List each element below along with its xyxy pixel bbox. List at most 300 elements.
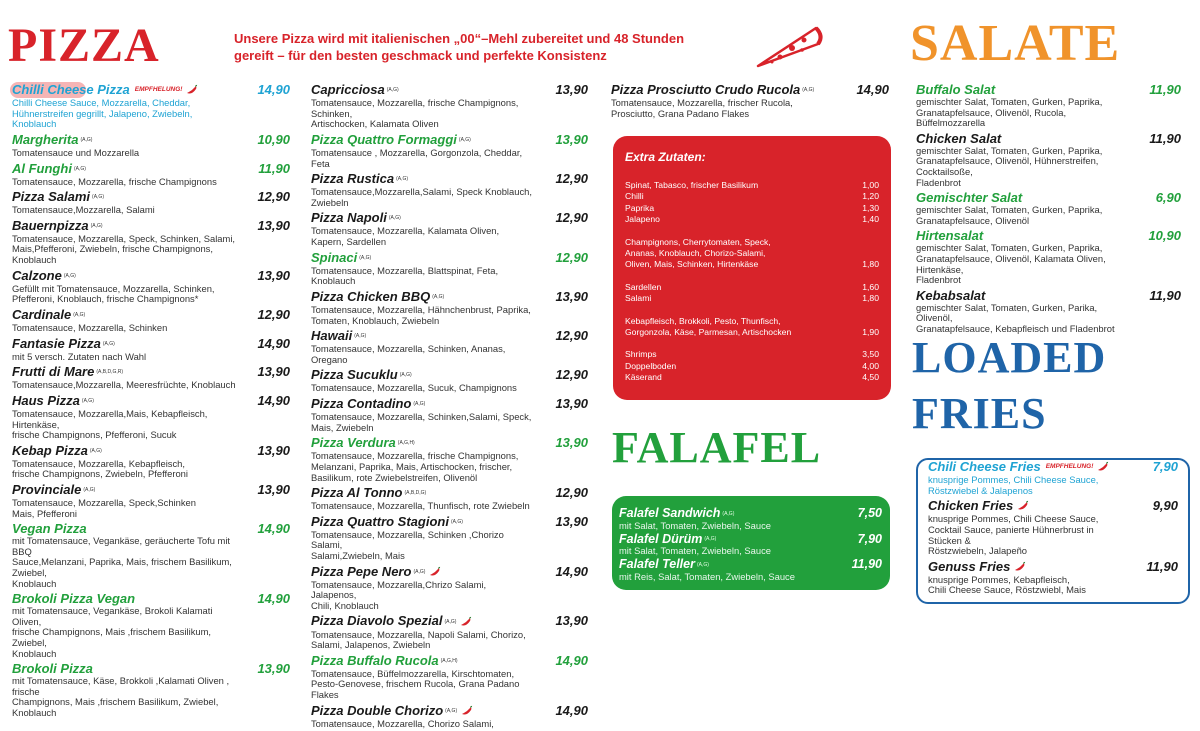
menu-item-price: 7,90 [1152,459,1178,474]
menu-item [12,268,290,305]
menu-item-name: Pizza Salami [12,189,91,205]
loaded-fries-list [928,459,1178,596]
menu-item-price: 13,90 [555,513,588,529]
falafel-item-name-row [619,532,882,547]
extra-topping-price: 1,40 [862,214,879,225]
menu-item-name: Fantasie Pizza [12,335,101,351]
menu-item-name: Pizza Chicken BBQ [311,288,431,304]
menu-item-description: Kapern, Sardellen [311,236,387,247]
menu-item [311,435,588,483]
menu-item-name-row [928,498,1124,514]
extra-topping-name: Käserand [625,372,662,383]
menu-item-description: Tomatensauce, Mozzarella, Schinken,Salami, Speck, [311,411,532,423]
menu-item-name-row [12,268,236,284]
menu-item [12,661,290,718]
extra-topping-row [625,191,879,202]
menu-item [611,82,889,119]
menu-item-name: Chilli Cheese Pizza [12,82,130,97]
menu-item-description: Tomatensauce, Mozzarella,Mais, Kebapfleisch, Hirtenkäse, [12,407,208,430]
allergen-codes: (A,B,D,G,R) [96,369,124,376]
menu-item-name: Pizza Double Chorizo [311,702,444,718]
allergen-codes: (A,G) [90,222,103,229]
menu-item-price: 14,90 [555,563,588,579]
menu-item [12,521,290,589]
allergen-codes: (A,G) [73,311,86,318]
extra-topping-name: Jalapeno [625,214,660,225]
salate-title: SALATE [910,15,1121,72]
menu-item-price: 12,90 [555,210,588,226]
menu-item-description: Tomatensauce, Mozzarella, Schinken [12,321,168,333]
allergen-codes: (A,B,D,G) [404,490,427,497]
menu-item [12,393,290,441]
falafel-item-name: Falafel Dürüm [619,531,703,546]
menu-item-price: 12,90 [555,485,588,501]
menu-item [311,703,588,730]
menu-item-name-row [12,482,236,498]
menu-item [311,396,588,433]
recommendation-badge: EMPFHELUNG! [1045,463,1094,470]
menu-item-price: 9,90 [1152,498,1178,514]
menu-item-name-row [12,307,236,323]
extra-topping-price: 1,60 [862,281,879,292]
menu-item-name-row [311,396,534,412]
menu-item-description: Pfefferoni, Knoblauch, frische Champignons* [12,293,199,305]
menu-item-name: Frutti di Mare [12,364,95,380]
menu-item-name: Chicken Fries [928,498,1014,514]
menu-item [311,250,588,287]
menu-item [916,190,1181,226]
menu-item-name-row [12,218,236,234]
menu-item-name-row [916,190,1127,205]
allergen-codes: (A,G,H) [440,657,458,664]
extra-topping-row [625,361,879,372]
menu-item-name-row [916,288,1127,303]
menu-item-name: Pizza Al Tonno [311,485,403,501]
menu-item-name: Spinaci [311,249,358,265]
allergen-codes: (A,G) [399,372,412,379]
menu-item-description: Sauce,Melanzani, Paprika, Mais, frischem Basilikum, Zwiebel, [12,556,232,578]
falafel-item-price: 7,90 [857,531,882,546]
menu-item-name: Al Funghi [12,160,72,176]
allergen-codes: (A,G) [89,447,102,454]
menu-item-description: Hühnerstreifen gegrillt, Jalapeno, Zwiebeln, Knoblauch [12,107,193,130]
menu-item [928,559,1178,596]
allergen-codes: (A,G) [83,487,96,494]
extra-topping-name: Doppelboden [625,360,677,371]
menu-item-price: 13,90 [257,442,290,458]
menu-item-price: 14,90 [257,591,290,607]
extra-topping-name: Sardellen [625,281,662,292]
extra-toppings-group [625,237,879,271]
extra-toppings-list [625,180,879,384]
allergen-codes: (A,G) [386,87,399,94]
menu-item-description: Fladenbrot [916,274,961,286]
menu-item [12,161,290,188]
menu-item-name: Capricciosa [311,82,385,97]
falafel-item-description: mit Reis, Salat, Tomaten, Zwiebeln, Sauce [619,571,795,583]
allergen-codes: (A,G) [413,401,426,408]
menu-item-name: Pizza Sucuklu [311,367,398,383]
menu-item-name-row [311,82,534,98]
menu-item-name: Brokoli Pizza [12,661,93,677]
menu-item [12,364,290,391]
menu-item-name-row [311,435,534,451]
menu-item-name: Pizza Napoli [311,210,387,226]
menu-item-description: Chilli Cheese Sauce, Mozzarella, Cheddar, [12,97,191,109]
menu-item-description: Mais,Pfefferoni, Zwiebeln, frische Champignons, Knoblauch [12,243,213,266]
menu-item-name: Chili Cheese Fries [928,459,1041,474]
menu-item-price: 12,90 [555,249,588,265]
menu-item-description: Salami,Zwiebeln, Mais [311,550,405,561]
menu-item-name: Pizza Contadino [311,396,412,411]
menu-item-description: Pesto-Genovese, frischem Rucola, Grana Padano Flakes [311,678,520,700]
tagline-line-1: Unsere Pizza wird mit italienischen „00“–Mehl zubereitet und 48 Stunden [234,31,685,46]
tagline [234,30,754,64]
menu-item-name: Pizza Diavolo Spezial [311,613,443,629]
menu-item-description: Tomatensauce, Mozzarella, Napoli Salami, Chorizo, [311,628,526,640]
menu-item-description: Gefüllt mit Tomatensauce, Mozzarella, Schinken, [12,282,215,294]
menu-item-name: Chicken Salat [916,130,1002,146]
menu-item-price: 10,90 [1148,228,1181,244]
menu-item [311,613,588,650]
extra-toppings-group [625,316,879,339]
falafel-list [619,506,882,582]
menu-item-description: Tomatensauce , Mozzarella, Gorgonzola, Cheddar, Feta [311,146,523,169]
menu-item-description: Tomatensauce,Mozzarella, Meeresfrüchte, Knoblauch [12,379,236,391]
allergen-codes: (A,G,H) [397,440,415,447]
menu-item [311,328,588,365]
menu-item [311,132,588,169]
extra-topping-row [625,237,879,248]
menu-item-description: Tomatensauce, Mozzarella, frische Champignons, Schinken, [311,97,519,119]
menu-item-description: Tomatensauce, Büffelmozzarella, Kirschtomaten, [311,667,515,679]
menu-item-price: 13,90 [555,82,588,97]
menu-item-name-row [916,228,1127,243]
menu-item [311,564,588,612]
extra-topping-row [625,349,879,360]
menu-item-name-row [12,336,236,352]
menu-item [12,307,290,334]
menu-item-name-row [12,393,236,409]
menu-item-description: Tomatensauce, Mozzarella, Kebapfleisch, [12,457,186,469]
falafel-box [612,496,890,590]
menu-item-description: Röstzwiebel & Jalapenos [928,484,1033,496]
menu-item-name-row [12,591,236,606]
menu-item [916,131,1181,188]
menu-item-name: Calzone [12,267,62,283]
menu-item-description: mit Tomatensauce, Käse, Brokkoli ,Kalamati Oliven , frische [12,675,230,697]
extra-topping-row [625,293,879,304]
allergen-codes: (A,G) [704,536,717,543]
allergen-codes: (A,G) [63,272,76,279]
menu-item-price: 13,90 [257,267,290,283]
extra-topping-price: 3,50 [862,349,879,360]
menu-item-description: Röstzwiebeln, Jalapeño [928,545,1028,557]
extra-topping-price: 1,90 [862,327,879,338]
menu-item-price: 11,90 [1146,558,1178,574]
falafel-item-name-row [619,557,882,572]
menu-item-name: Haus Pizza [12,392,80,408]
falafel-item-price: 11,90 [851,557,882,572]
menu-item-name-row [12,82,236,98]
menu-item-price: 14,90 [257,392,290,408]
menu-item-description: gemischter Salat, Tomaten, Gurken, Paprika, [916,204,1103,216]
recommendation-badge: EMPFHELUNG! [134,86,183,93]
menu-item-description: Granatapfelsauce, Olivenöl, Hühnerstreifen, Cocktailsoße, [916,155,1099,177]
extra-topping-row [625,214,879,225]
menu-item-description: gemischter Salat, Tomaten, Gurken, Parika, Olivenöl, [916,301,1098,324]
menu-item [311,367,588,394]
menu-item-name-row [311,328,534,344]
allergen-codes: (A,G) [445,707,458,714]
menu-item-name-row [928,459,1124,475]
menu-item-name-row [916,131,1127,146]
menu-item [916,288,1181,335]
chili-pepper-icon [461,704,473,719]
menu-item-price: 14,90 [856,82,889,97]
menu-item [12,336,290,363]
menu-item-description: Tomatensauce, Mozzarella, Thunfisch, rote Zwiebeln [311,500,530,512]
menu-item-name-row [12,161,236,177]
menu-item-name-row [311,514,534,530]
allergen-codes: (A,G) [396,176,409,183]
extra-topping-name: Spinat, Tabasco, frischer Basilikum [625,180,759,190]
allergen-codes: (A,G) [458,136,471,143]
pizza-column-2 [311,82,588,731]
extra-toppings-group [625,180,879,226]
menu-item-description: Tomatensauce und Mozzarella [12,146,140,158]
extra-topping-row [625,203,879,214]
menu-item-description: Granatapfelsauce, Olivenöl, Rucola, Büffelmozzarella [916,106,1067,129]
menu-item [311,485,588,512]
allergen-codes: (A,G) [444,618,457,625]
menu-item [12,482,290,519]
menu-item-description: Tomatensauce,Mozzarella, Salami [12,204,155,216]
falafel-item [619,557,882,582]
extra-topping-price: 1,00 [862,180,879,190]
menu-item-description: Tomatensauce, Mozzarella, frische Champignons [12,175,217,187]
menu-item-name: Kebabsalat [916,287,986,303]
menu-item-description: Cocktail Sauce, panierte Hühnerbrust in Stücken & [928,523,1094,546]
menu-item-price: 11,90 [258,160,290,176]
menu-item-price: 11,90 [1149,130,1181,146]
extra-topping-price [839,316,879,327]
menu-item-description: Mais, Zwiebeln [311,421,374,433]
pizza-title: PIZZA [8,19,160,72]
menu-item-price: 12,90 [555,171,588,187]
menu-item-price: 12,90 [555,328,588,344]
extra-toppings-title: Extra Zutaten: [625,150,706,164]
menu-item-name-row [311,289,534,305]
menu-item [311,171,588,208]
menu-item-name: Vegan Pizza [12,521,87,537]
salate-column [916,82,1181,337]
extra-topping-price [839,248,879,259]
allergen-codes: (A,G) [73,165,86,172]
menu-item-price: 13,90 [555,613,588,629]
allergen-codes: (A,G) [92,194,104,201]
allergen-codes: (A,G) [102,340,115,347]
menu-item-description: Tomatensauce, Mozzarella, Sucuk, Champignons [311,382,517,394]
falafel-item-name: Falafel Sandwich [619,506,721,520]
menu-item-price: 13,90 [555,435,588,451]
extra-topping-name: Salami [625,293,652,304]
extra-toppings-group [625,349,879,383]
menu-item-description: Tomatensauce, Mozzarella, Speck,Schinken [12,497,196,509]
menu-item-name: Margherita [12,131,79,147]
allergen-codes: (A,G) [696,562,709,569]
menu-item-price: 13,90 [555,396,588,411]
menu-item-name-row [928,559,1124,575]
menu-item-price: 13,90 [257,661,290,677]
fries-title-line-1: LOADED [912,333,1107,382]
allergen-codes: (A,G) [354,333,367,340]
menu-item-description: gemischter Salat, Tomaten, Gurken, Paprika, [916,144,1103,156]
menu-item [311,210,588,247]
menu-item-description: Chili Cheese Sauce, Röstzwiebl, Mais [928,584,1086,596]
menu-item [916,228,1181,285]
menu-item-name: Provinciale [12,481,82,497]
menu-item [12,218,290,266]
extra-topping-name: Chilli [625,191,644,202]
menu-item-description: frische Champignons, Pfefferoni, Sucuk [12,429,177,441]
menu-item-name-row [311,653,534,669]
allergen-codes: (A,G) [80,136,93,143]
menu-item-description: Prosciutto, Grana Padano Flakes [611,107,750,119]
menu-item-description: gemischter Salat, Tomaten, Gurken, Paprika, [916,242,1103,254]
menu-item-name-row [12,364,236,380]
menu-item-name: Brokoli Pizza Vegan [12,591,136,607]
extra-topping-row [625,316,879,327]
menu-item [311,653,588,701]
chili-pepper-icon [429,565,441,580]
menu-item-description: mit Tomatensauce, Vegankäse, Brokoli Kalamati Oliven, [12,605,213,627]
allergen-codes: (A,G) [722,510,735,517]
menu-item [311,289,588,326]
menu-item [928,459,1178,496]
menu-item-price: 14,90 [555,652,588,668]
menu-item-description: Salami, Jalapenos, Zwiebeln [311,639,431,651]
menu-item-name: Hawaii [311,328,353,344]
menu-item-name-row [12,661,236,676]
chili-pepper-icon [460,615,472,630]
menu-item-name: Bauernpizza [12,217,89,233]
extra-topping-name: Champignons, Cherrytomaten, Speck, [625,236,771,247]
extra-topping-row [625,248,879,259]
menu-item-name: Hirtensalat [916,228,984,244]
extra-topping-row [625,180,879,191]
menu-item-name-row [311,210,534,226]
menu-item-description: frische Champignons, Zwiebeln, Pfefferoni [12,468,188,480]
menu-item-description: mit 5 versch. Zutaten nach Wahl [12,350,147,362]
menu-item-price: 13,90 [555,131,588,147]
menu-item-description: Champignons, Mais ,frischem Basilikum, Zwiebel, Knoblauch [12,696,219,718]
chili-pepper-icon [1097,460,1109,475]
extra-topping-name: Paprika [625,202,655,213]
menu-item-name: Pizza Verdura [311,435,396,451]
extra-topping-row [625,282,879,293]
chili-pepper-icon [186,83,198,98]
menu-item-description: Knoblauch [12,577,57,589]
menu-item [12,82,290,130]
menu-item-price: 13,90 [257,364,290,380]
tagline-line-2: gereift – für den besten geschmack und perfekte Konsistenz [234,48,607,63]
extra-topping-price: 4,00 [862,360,879,371]
menu-item-price: 14,90 [257,335,290,351]
falafel-item-description: mit Salat, Tomaten, Zwiebeln, Sauce [619,519,771,531]
menu-item [311,82,588,130]
allergen-codes: (A,G) [359,254,372,261]
menu-item-description: gemischter Salat, Tomaten, Gurken, Paprika, [916,96,1103,107]
menu-item-name-row [311,367,534,383]
extra-topping-name: Gorgonzola, Käse, Parmesan, Artischocken [625,327,792,338]
menu-item-name-row [12,189,236,205]
menu-item-description: Tomatensauce,Mozzarella,Salami, Speck Knoblauch, Zwiebeln [311,186,532,208]
pizza-column-3 [611,82,889,121]
menu-item-description: Tomatensauce, Mozzarella, Speck, Schinken, Salami, [12,232,236,244]
menu-item-description: Chili, Knoblauch [311,599,379,611]
menu-item-name-row [311,250,534,266]
menu-item-description: Basilikum, rote Zwiebelstreifen, Olivenöl [311,471,478,483]
menu-item-price: 11,90 [1149,287,1181,303]
falafel-item-price: 7,50 [857,506,882,520]
menu-item-name: Cardinale [12,306,72,322]
menu-item-description: Tomaten, Knoblauch, Zwiebeln [311,314,440,326]
menu-item-price: 14,90 [257,82,290,97]
extra-topping-price: 1,80 [862,293,879,304]
allergen-codes: (A,G) [81,397,94,404]
menu-item-price: 10,90 [257,131,290,147]
menu-item-name-row [311,171,534,187]
menu-item-description: knusprige Pommes, Kebapfleisch, [928,573,1070,585]
falafel-item-description: mit Salat, Tomaten, Zwiebeln, Sauce [619,545,771,557]
menu-item-description: Granatapfelsauce, Olivenöl, Kalamata Oliven, Hirtenkäse, [916,252,1106,275]
extra-topping-row [625,259,879,270]
menu-item [916,82,1181,129]
menu-item-price: 13,90 [555,288,588,304]
chili-pepper-icon [1017,499,1029,514]
menu-item-price: 14,90 [555,702,588,718]
menu-item-price: 12,90 [257,189,290,205]
extra-topping-name: Kebapfleisch, Brokkoli, Pesto, Thunfisch, [625,315,781,326]
menu-item-name: Pizza Pepe Nero [311,563,412,579]
menu-item-description: Fladenbrot [916,176,961,188]
menu-item-name-row [311,132,534,148]
menu-item [928,498,1178,556]
menu-item-description: Granatapfelsauce, Kebapfleisch und Fladenbrot [916,322,1115,334]
menu-item-description: Tomatensauce, Mozzarella, Schinken, Ananas, Oregano [311,343,506,365]
falafel-item [619,506,882,531]
extra-toppings-group [625,282,879,305]
menu-item-description: frische Champignons, Mais ,frischem Basilikum, Zwiebel, [12,626,212,648]
menu-item [12,189,290,216]
menu-item-description: Melanzani, Paprika, Mais, Artischocken, frischer, [311,460,513,472]
allergen-codes: (A,G) [432,293,445,300]
menu-item [311,514,588,562]
menu-item-name-row [12,443,236,459]
menu-item-name-row [311,703,534,719]
menu-item-name-row [611,82,835,98]
extra-topping-name: Oliven, Mais, Schinken, Hirtenkäse [625,259,759,270]
falafel-item-name-row [619,506,882,521]
extra-topping-name: Ananas, Knoblauch, Chorizo-Salami, [625,248,766,259]
allergen-codes: (A,G) [450,518,463,525]
extra-topping-price: 1,20 [862,191,879,202]
menu-item-description: Tomatensauce, Mozzarella, Kalamata Oliven, [311,225,500,237]
menu-item-name: Pizza Buffalo Rucola [311,652,439,668]
menu-item-description: Tomatensauce, Mozzarella, Schinken ,Chorizo Salami, [311,528,504,551]
menu-item [12,443,290,480]
